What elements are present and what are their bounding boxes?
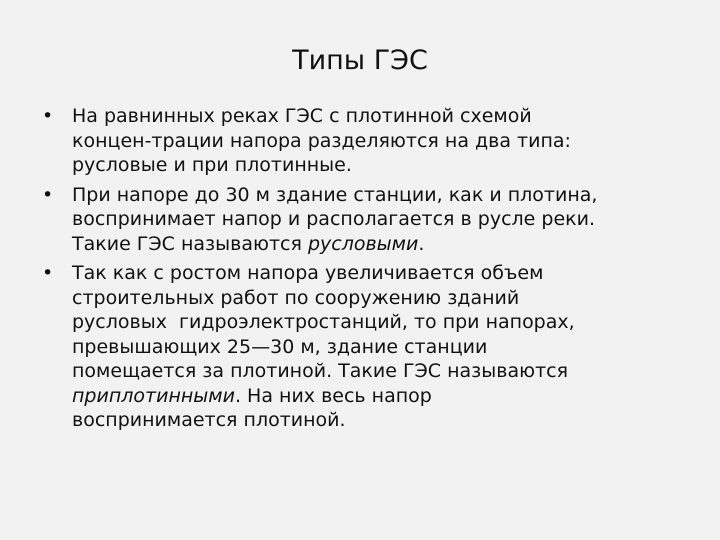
bullet-item-3: [40, 261, 690, 433]
bullet-1-line-1: На равнинных реках ГЭС с плотинной схемой: [72, 105, 532, 127]
bullet-item-2: [40, 183, 690, 257]
bullet-2-line-3-suffix: .: [418, 232, 425, 255]
bullet-dot-icon: •: [42, 262, 54, 284]
bullet-3-line-7: воспринимается плотиной.: [72, 409, 346, 431]
bullet-3-line-6-suffix: . На них весь напор: [234, 384, 432, 407]
bullet-2-line-3-prefix: Такие ГЭС называются: [72, 232, 308, 255]
bullet-dot-icon: •: [42, 183, 54, 206]
bullet-2-emphasis: русловыми: [307, 232, 419, 255]
bullet-3-emphasis: приплотинными: [72, 384, 235, 407]
slide-title: Типы ГЭС: [292, 45, 428, 76]
bullet-1-line-2: концен-трации напора разделяются на два типа:: [72, 129, 571, 152]
bullet-2-line-1: При напоре до 30 м здание станции, как и плотина,: [72, 183, 598, 206]
bullet-3-line-5: помещается за плотиной. Такие ГЭС называются: [72, 360, 569, 382]
bullet-3-line-2: строительных работ по сооружению зданий: [72, 286, 520, 309]
bullet-1-line-3: русловые и при плотинные.: [72, 154, 352, 176]
bullet-3-line-3: русловых гидроэлектростанций, то при напорах,: [72, 311, 575, 333]
bullet-list: [40, 104, 690, 438]
bullet-3-line-1: Так как с ростом напора увеличивается объем: [72, 262, 544, 284]
bullet-dot-icon: •: [42, 105, 54, 127]
bullet-item-1: [40, 104, 690, 178]
bullet-3-line-4: превышающих 25—30 м, здание станции: [72, 335, 488, 358]
bullet-2-line-2: воспринимает напор и располагается в русле реки.: [72, 208, 596, 230]
